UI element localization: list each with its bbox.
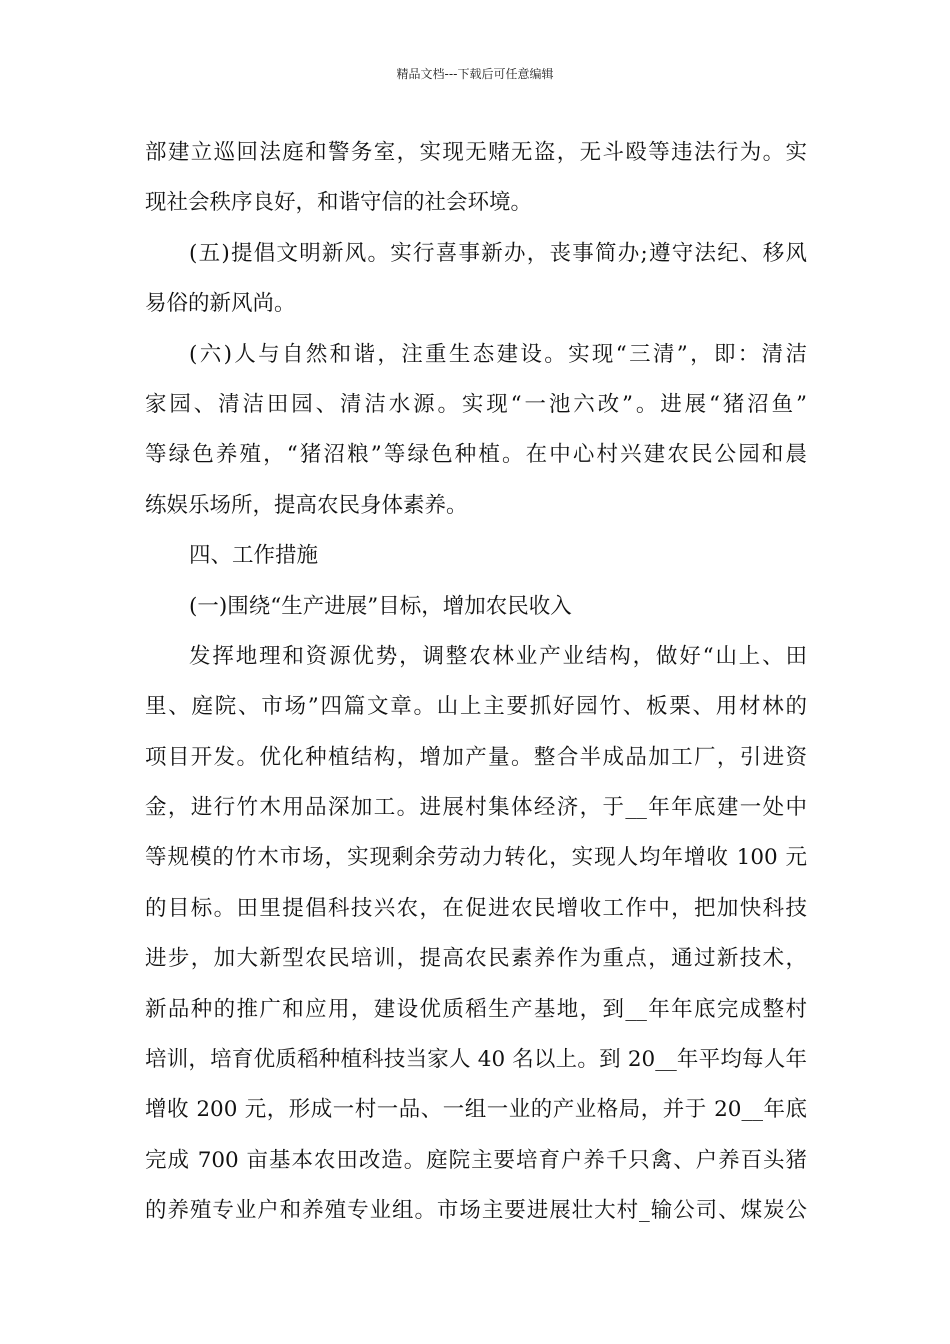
text-line: 增收 200 元，形成一村一品、一组一业的产业格局，并于 20__年底 [145,1097,807,1123]
text-line: 的养殖专业户和养殖专业组。市场主要进展壮大村_输公司、煤炭公 [145,1198,807,1224]
text-line: 完成 700 亩基本农田改造。庭院主要培育户养千只禽、户养百头猪 [145,1147,807,1173]
text-line: 现社会秩序良好，和谐守信的社会环境。 [145,190,533,216]
text-line: 项目开发。优化种植结构，增加产量。整合半成品加工厂，引进资 [145,744,807,770]
text-line: 等规模的竹木市场，实现剩余劳动力转化，实现人均年增收 100 元 [145,845,807,871]
text-line: (六)人与自然和谐，注重生态建设。实现“三清”，即：清洁 [189,341,807,367]
text-line: 进步，加大新型农民培训，提高农民素养作为重点，通过新技术， [145,946,807,972]
document-body [145,128,807,1237]
subsection-heading: (一)围绕“生产进展”目标，增加农民收入 [189,593,572,619]
text-line: 部建立巡回法庭和警务室，实现无赌无盗，无斗殴等违法行为。实 [145,140,807,165]
text-line: 里、庭院、市场”四篇文章。山上主要抓好园竹、板栗、用材林的 [145,694,807,720]
text-line: (五)提倡文明新风。实行喜事新办，丧事简办;遵守法纪、移风 [189,240,807,266]
text-line: 练娱乐场所，提高农民身体素养。 [145,492,468,518]
text-line: 的目标。田里提倡科技兴农，在促进农民增收工作中，把加快科技 [145,895,807,921]
section-heading: 四、工作措施 [189,543,319,569]
text-line: 易俗的新风尚。 [145,291,296,317]
text-line: 新品种的推广和应用，建设优质稻生产基地，到__年年底完成整村 [145,996,807,1022]
text-line: 等绿色养殖，“猪沼粮”等绿色种植。在中心村兴建农民公园和晨 [145,442,807,468]
text-line: 金，进行竹木用品深加工。进展村集体经济，于__年年底建一处中 [145,795,807,821]
text-line: 家园、清洁田园、清洁水源。实现“一池六改”。进展“猪沼鱼” [145,391,807,417]
page-header: 精品文档---下载后可任意编辑 [396,67,554,81]
text-line: 发挥地理和资源优势，调整农林业产业结构，做好“山上、田 [189,643,807,669]
text-line: 培训，培育优质稻种植科技当家人 40 名以上。到 20__年平均每人年 [145,1047,807,1073]
